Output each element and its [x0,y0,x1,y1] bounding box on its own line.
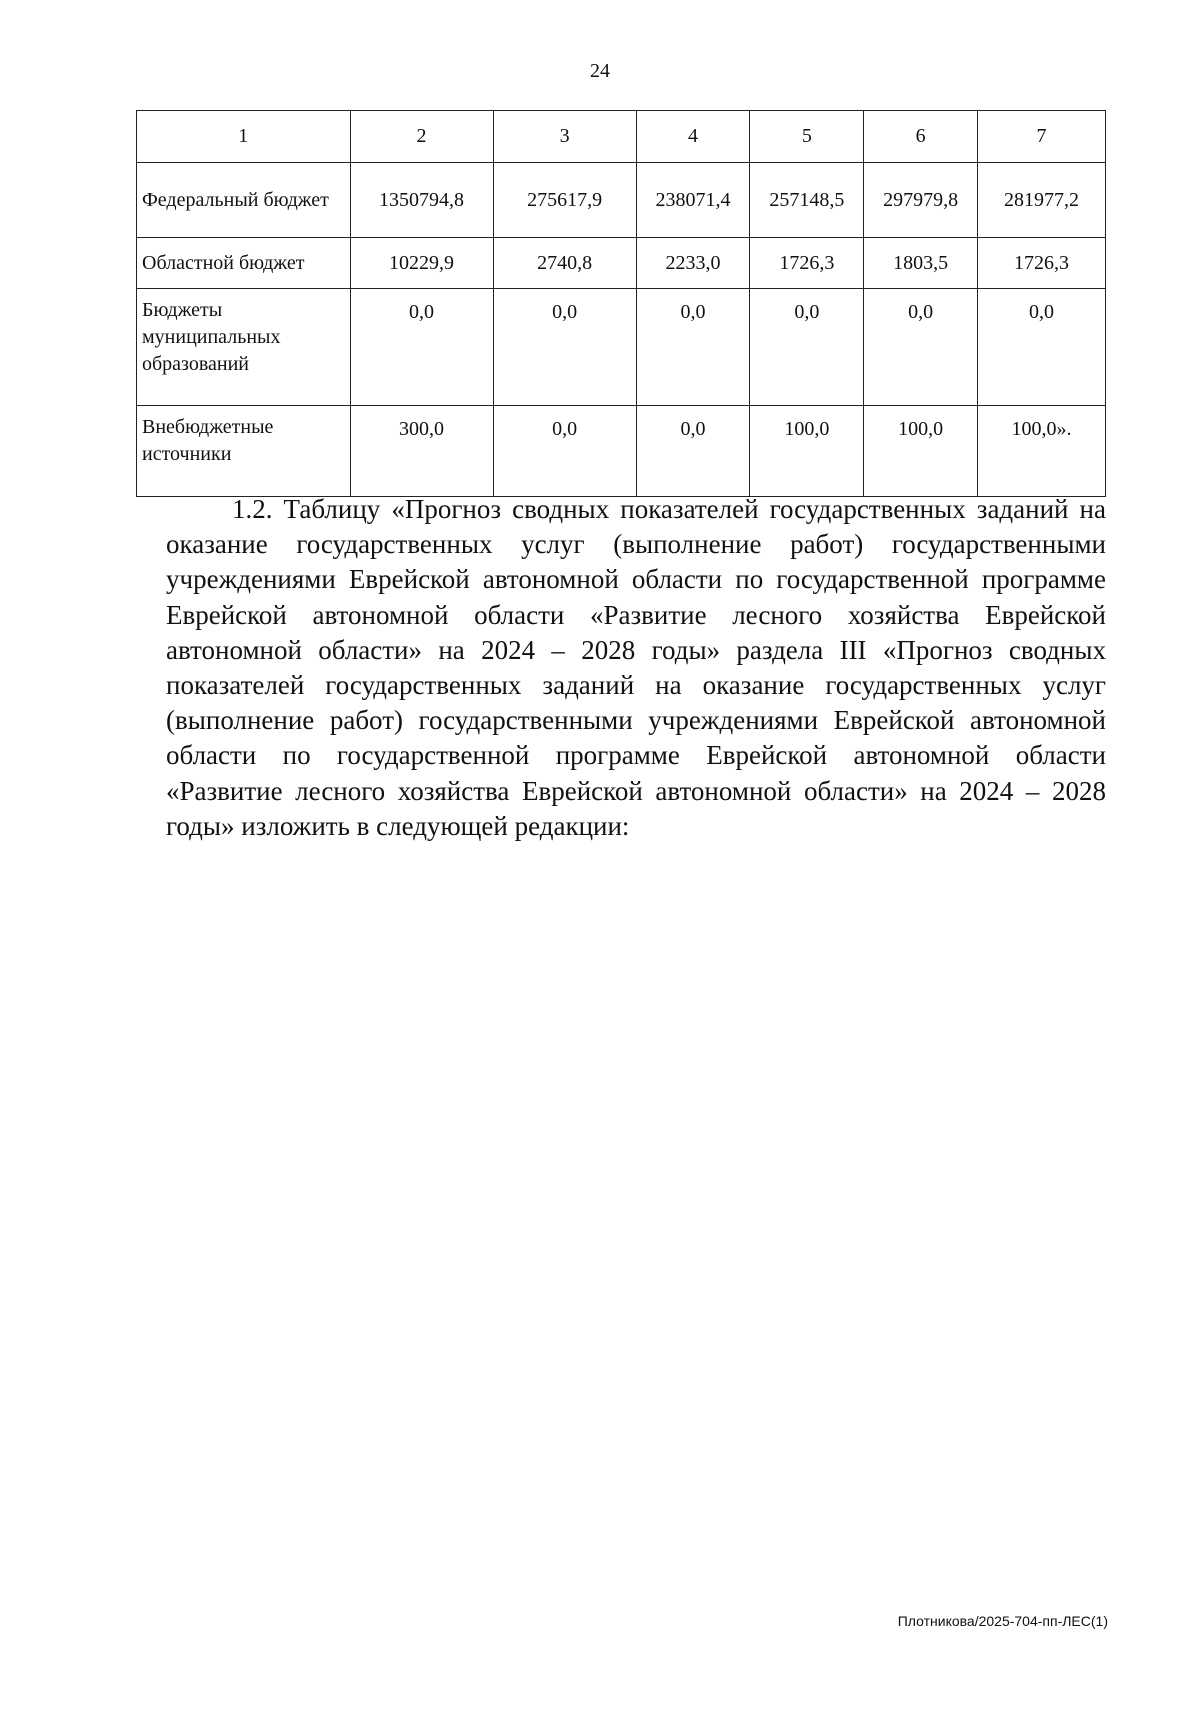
table-row [137,238,1106,289]
table-cell: 0,0 [864,289,978,406]
column-number: 2 [350,111,493,163]
table-cell: 0,0 [493,406,636,497]
body-paragraph [166,492,1106,844]
table-cell: 238071,4 [636,163,750,238]
column-number: 7 [978,111,1106,163]
table-cell: 0,0 [636,406,750,497]
table-cell: 0,0 [636,289,750,406]
paragraph-text: 1.2. Таблицу «Прогноз сводных показателей государственных заданий на оказание государственных услуг (выполнение работ) государственными учреждениями Еврейской автономной области по государственной программе Еврейской автономной области «Развитие лесного хозяйства Еврейской автономной области» на 2024 – 2028 годы» раздела III «Прогноз сводных показателей государственных заданий на оказание государственных услуг (выполнение работ) государственными учреждениями Еврейской автономной области по государственной программе Еврейской автономной области «Развитие лесного хозяйства Еврейской автономной области» на 2024 – 2028 годы» изложить в следующей редакции: [166,494,1106,841]
budget-table [136,110,1106,497]
table-cell: 2233,0 [636,238,750,289]
table-cell: 1350794,8 [350,163,493,238]
table-cell: 0,0 [493,289,636,406]
table-cell: 0,0 [350,289,493,406]
row-label: Областной бюджет [137,238,351,289]
document-reference: Плотникова/2025-704-пп-ЛЕС(1) [897,1613,1108,1629]
column-number: 3 [493,111,636,163]
column-number: 1 [137,111,351,163]
table-cell: 297979,8 [864,163,978,238]
column-number: 5 [750,111,864,163]
row-label: Федеральный бюджет [137,163,351,238]
table-cell: 257148,5 [750,163,864,238]
table-header-row [137,111,1106,163]
table-cell: 100,0 [750,406,864,497]
table-row [137,406,1106,497]
table-row [137,163,1106,238]
table-cell: 1803,5 [864,238,978,289]
table-cell: 100,0 [864,406,978,497]
table-cell: 10229,9 [350,238,493,289]
table-cell: 300,0 [350,406,493,497]
table-row [137,289,1106,406]
page-number: 24 [590,60,610,82]
table-cell: 275617,9 [493,163,636,238]
column-number: 4 [636,111,750,163]
table-cell: 1726,3 [750,238,864,289]
table-cell: 100,0». [978,406,1106,497]
table-cell: 281977,2 [978,163,1106,238]
column-number: 6 [864,111,978,163]
table-cell: 2740,8 [493,238,636,289]
table-cell: 0,0 [750,289,864,406]
table-cell: 1726,3 [978,238,1106,289]
row-label: Внебюджетные источники [137,406,351,497]
table-cell: 0,0 [978,289,1106,406]
row-label: Бюджеты муниципальных образований [137,289,351,406]
